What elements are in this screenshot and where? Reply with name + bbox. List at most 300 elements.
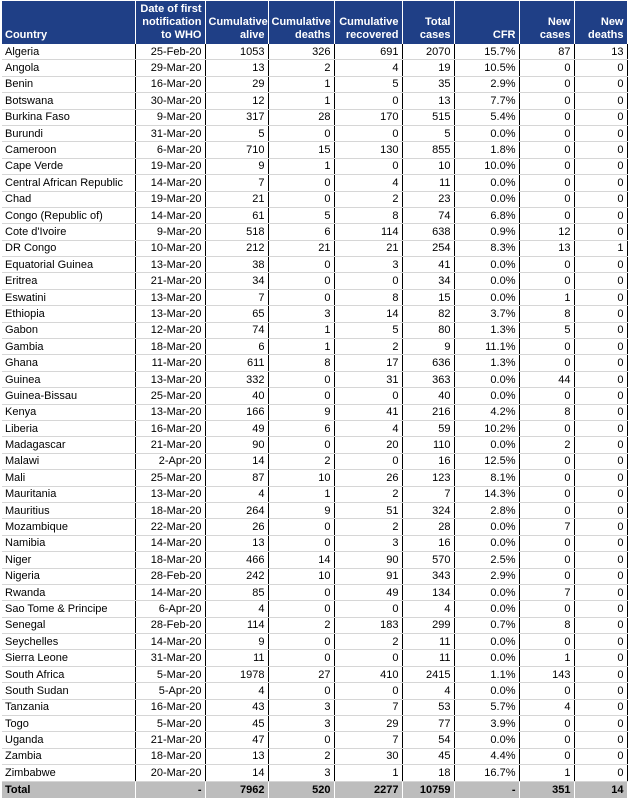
cell-new-cases: 0 [519, 683, 574, 699]
cell-cfr: 0.0% [454, 191, 519, 207]
cell-country: Togo [2, 716, 135, 732]
cell-new-deaths: 0 [574, 388, 627, 404]
cell-cumulative-alive: 212 [205, 240, 268, 256]
cell-cumulative-recovered: 183 [334, 617, 402, 633]
cell-total-cases: 570 [402, 552, 454, 568]
cell-cfr: 14.3% [454, 486, 519, 502]
header-total-cases: Total cases [402, 1, 454, 44]
cell-country: Mauritania [2, 486, 135, 502]
cell-cumulative-alive: 85 [205, 584, 268, 600]
cell-date-first-notification: 19-Mar-20 [135, 158, 205, 174]
cell-new-deaths: 0 [574, 339, 627, 355]
cell-new-cases: 0 [519, 453, 574, 469]
cell-country: Nigeria [2, 568, 135, 584]
cell-new-deaths: 13 [574, 44, 627, 60]
cell-cumulative-deaths: 326 [268, 44, 334, 60]
cell-country: Congo (Republic of) [2, 207, 135, 223]
header-new-cases: New cases [519, 1, 574, 44]
cell-country: Liberia [2, 420, 135, 436]
cell-new-deaths: 0 [574, 617, 627, 633]
cell-cumulative-recovered: 3 [334, 257, 402, 273]
cell-date-first-notification: 16-Mar-20 [135, 420, 205, 436]
table-row [2, 732, 627, 748]
cell-country: Burkina Faso [2, 109, 135, 125]
header-new-deaths: New deaths [574, 1, 627, 44]
cell-new-cases: 0 [519, 158, 574, 174]
header-cfr: CFR [454, 1, 519, 44]
cell-cumulative-alive: 74 [205, 322, 268, 338]
table-row [2, 388, 627, 404]
cell-date-first-notification: 13-Mar-20 [135, 289, 205, 305]
table-row [2, 404, 627, 420]
cell-cumulative-deaths: 10 [268, 568, 334, 584]
cell-cumulative-alive: 43 [205, 699, 268, 715]
cell-country: Eswatini [2, 289, 135, 305]
cell-new-cases: 0 [519, 552, 574, 568]
cell-total-cases: 82 [402, 306, 454, 322]
cell-cfr: 7.7% [454, 93, 519, 109]
cell-total-cases: 2415 [402, 666, 454, 682]
cell-new-deaths: 0 [574, 568, 627, 584]
cell-total-cases: 11 [402, 650, 454, 666]
cell-cumulative-recovered: 0 [334, 453, 402, 469]
cell-total-cases: 855 [402, 142, 454, 158]
cell-cumulative-alive: 40 [205, 388, 268, 404]
cell-total-cases: 15 [402, 289, 454, 305]
cell-cumulative-deaths: 8 [268, 355, 334, 371]
cell-country: Cameroon [2, 142, 135, 158]
cell-cumulative-alive: 14 [205, 453, 268, 469]
cell-new-deaths: 0 [574, 322, 627, 338]
cell-date-first-notification: 31-Mar-20 [135, 650, 205, 666]
cell-country: South Africa [2, 666, 135, 682]
cell-total-cases: 11 [402, 175, 454, 191]
total-new-deaths: 14 [574, 781, 627, 798]
cell-total-cases: 53 [402, 699, 454, 715]
cell-cumulative-alive: 65 [205, 306, 268, 322]
cell-date-first-notification: 16-Mar-20 [135, 699, 205, 715]
header-cumulative-recovered: Cumulative recovered [334, 1, 402, 44]
cell-cumulative-alive: 466 [205, 552, 268, 568]
cell-total-cases: 216 [402, 404, 454, 420]
cell-total-cases: 19 [402, 60, 454, 76]
header-row [2, 1, 627, 44]
cell-new-deaths: 0 [574, 371, 627, 387]
cell-cfr: 0.0% [454, 683, 519, 699]
cell-new-cases: 0 [519, 502, 574, 518]
cell-total-cases: 40 [402, 388, 454, 404]
table-row [2, 666, 627, 682]
cell-cumulative-recovered: 0 [334, 601, 402, 617]
cell-new-deaths: 0 [574, 502, 627, 518]
cell-cumulative-recovered: 29 [334, 716, 402, 732]
cell-date-first-notification: 11-Mar-20 [135, 355, 205, 371]
cell-cumulative-alive: 61 [205, 207, 268, 223]
cell-cumulative-recovered: 30 [334, 748, 402, 764]
cell-new-cases: 87 [519, 44, 574, 60]
cell-cfr: 10.5% [454, 60, 519, 76]
cell-date-first-notification: 18-Mar-20 [135, 748, 205, 764]
cell-cumulative-recovered: 1 [334, 765, 402, 781]
cell-cumulative-recovered: 2 [334, 339, 402, 355]
cell-new-deaths: 0 [574, 650, 627, 666]
cell-total-cases: 638 [402, 224, 454, 240]
cell-date-first-notification: 18-Mar-20 [135, 552, 205, 568]
cell-cumulative-recovered: 14 [334, 306, 402, 322]
cell-cumulative-deaths: 2 [268, 60, 334, 76]
cell-cumulative-alive: 4 [205, 683, 268, 699]
cell-new-cases: 0 [519, 732, 574, 748]
table-row [2, 273, 627, 289]
cell-new-deaths: 0 [574, 76, 627, 92]
cell-new-deaths: 0 [574, 191, 627, 207]
cell-new-cases: 8 [519, 617, 574, 633]
cell-cumulative-alive: 34 [205, 273, 268, 289]
cell-cumulative-recovered: 3 [334, 535, 402, 551]
table-row [2, 650, 627, 666]
cell-cfr: 2.5% [454, 552, 519, 568]
cell-date-first-notification: 2-Apr-20 [135, 453, 205, 469]
cell-total-cases: 80 [402, 322, 454, 338]
cell-country: Senegal [2, 617, 135, 633]
cell-date-first-notification: 13-Mar-20 [135, 404, 205, 420]
cell-date-first-notification: 13-Mar-20 [135, 257, 205, 273]
cell-new-deaths: 0 [574, 60, 627, 76]
cell-date-first-notification: 5-Mar-20 [135, 716, 205, 732]
cell-country: Cote d'Ivoire [2, 224, 135, 240]
cell-cumulative-deaths: 0 [268, 289, 334, 305]
cell-cfr: 15.7% [454, 44, 519, 60]
cell-total-cases: 9 [402, 339, 454, 355]
cell-date-first-notification: 19-Mar-20 [135, 191, 205, 207]
cell-cumulative-alive: 12 [205, 93, 268, 109]
cell-date-first-notification: 14-Mar-20 [135, 175, 205, 191]
total-date: - [135, 781, 205, 798]
cell-country: Burundi [2, 125, 135, 141]
cell-cumulative-recovered: 5 [334, 322, 402, 338]
cell-cumulative-deaths: 0 [268, 650, 334, 666]
cell-cumulative-alive: 317 [205, 109, 268, 125]
cell-total-cases: 123 [402, 470, 454, 486]
cell-new-cases: 44 [519, 371, 574, 387]
covid-africa-table [2, 1, 628, 798]
cell-new-deaths: 0 [574, 142, 627, 158]
cell-cumulative-deaths: 6 [268, 224, 334, 240]
total-label: Total [2, 781, 135, 798]
table-row [2, 257, 627, 273]
cell-total-cases: 254 [402, 240, 454, 256]
cell-cfr: 2.8% [454, 502, 519, 518]
cell-new-deaths: 0 [574, 552, 627, 568]
cell-cumulative-recovered: 4 [334, 175, 402, 191]
cell-new-deaths: 0 [574, 93, 627, 109]
cell-date-first-notification: 31-Mar-20 [135, 125, 205, 141]
cell-cumulative-recovered: 49 [334, 584, 402, 600]
cell-new-cases: 0 [519, 76, 574, 92]
table-row [2, 322, 627, 338]
cell-new-cases: 13 [519, 240, 574, 256]
cell-date-first-notification: 18-Mar-20 [135, 339, 205, 355]
cell-country: Gambia [2, 339, 135, 355]
cell-date-first-notification: 21-Mar-20 [135, 732, 205, 748]
cell-date-first-notification: 22-Mar-20 [135, 519, 205, 535]
cell-cfr: 12.5% [454, 453, 519, 469]
cell-cumulative-alive: 4 [205, 601, 268, 617]
table-row [2, 109, 627, 125]
cell-cumulative-recovered: 4 [334, 420, 402, 436]
cell-cfr: 8.3% [454, 240, 519, 256]
cell-new-cases: 7 [519, 519, 574, 535]
table-row [2, 289, 627, 305]
cell-new-deaths: 0 [574, 125, 627, 141]
cell-cfr: 16.7% [454, 765, 519, 781]
cell-cumulative-deaths: 2 [268, 748, 334, 764]
cell-cfr: 2.9% [454, 568, 519, 584]
cell-date-first-notification: 30-Mar-20 [135, 93, 205, 109]
cell-cumulative-deaths: 1 [268, 486, 334, 502]
total-cfr: - [454, 781, 519, 798]
cell-new-cases: 0 [519, 125, 574, 141]
cell-cumulative-alive: 242 [205, 568, 268, 584]
cell-country: Eritrea [2, 273, 135, 289]
cell-date-first-notification: 10-Mar-20 [135, 240, 205, 256]
table-row [2, 125, 627, 141]
cell-cumulative-deaths: 0 [268, 273, 334, 289]
cell-date-first-notification: 13-Mar-20 [135, 371, 205, 387]
total-new-cases: 351 [519, 781, 574, 798]
table-row [2, 93, 627, 109]
cell-cfr: 1.3% [454, 322, 519, 338]
table-row [2, 240, 627, 256]
cell-new-deaths: 0 [574, 404, 627, 420]
cell-cfr: 0.0% [454, 519, 519, 535]
cell-cumulative-recovered: 170 [334, 109, 402, 125]
cell-total-cases: 18 [402, 765, 454, 781]
cell-new-cases: 0 [519, 420, 574, 436]
cell-date-first-notification: 9-Mar-20 [135, 224, 205, 240]
table-row [2, 617, 627, 633]
cell-cumulative-alive: 6 [205, 339, 268, 355]
cell-new-cases: 0 [519, 175, 574, 191]
cell-country: Malawi [2, 453, 135, 469]
cell-new-cases: 0 [519, 634, 574, 650]
cell-new-cases: 0 [519, 109, 574, 125]
cell-country: Cape Verde [2, 158, 135, 174]
cell-cfr: 1.1% [454, 666, 519, 682]
cell-new-deaths: 0 [574, 207, 627, 223]
cell-cfr: 0.0% [454, 371, 519, 387]
cell-total-cases: 23 [402, 191, 454, 207]
cell-cumulative-deaths: 0 [268, 175, 334, 191]
table-row [2, 207, 627, 223]
cell-cfr: 0.0% [454, 601, 519, 617]
cell-cfr: 0.0% [454, 125, 519, 141]
cell-new-cases: 1 [519, 289, 574, 305]
cell-new-deaths: 0 [574, 634, 627, 650]
cell-cumulative-deaths: 1 [268, 322, 334, 338]
cell-cumulative-deaths: 14 [268, 552, 334, 568]
cell-cumulative-deaths: 3 [268, 716, 334, 732]
cell-new-cases: 0 [519, 207, 574, 223]
cell-country: South Sudan [2, 683, 135, 699]
cell-new-cases: 1 [519, 650, 574, 666]
cell-cumulative-deaths: 0 [268, 388, 334, 404]
table-row [2, 601, 627, 617]
cell-cfr: 0.9% [454, 224, 519, 240]
cell-cfr: 0.0% [454, 535, 519, 551]
cell-new-deaths: 0 [574, 306, 627, 322]
cell-total-cases: 13 [402, 93, 454, 109]
cell-cumulative-recovered: 410 [334, 666, 402, 682]
cell-new-deaths: 0 [574, 535, 627, 551]
cell-cfr: 10.0% [454, 158, 519, 174]
cell-cumulative-alive: 9 [205, 634, 268, 650]
cell-new-deaths: 0 [574, 683, 627, 699]
cell-new-cases: 0 [519, 568, 574, 584]
cell-new-cases: 0 [519, 60, 574, 76]
cell-cumulative-recovered: 0 [334, 125, 402, 141]
table-row [2, 175, 627, 191]
table-row [2, 634, 627, 650]
cell-date-first-notification: 25-Feb-20 [135, 44, 205, 60]
cell-cumulative-deaths: 28 [268, 109, 334, 125]
cell-new-deaths: 0 [574, 748, 627, 764]
cell-new-cases: 0 [519, 257, 574, 273]
table-row [2, 339, 627, 355]
cell-total-cases: 45 [402, 748, 454, 764]
table-row [2, 191, 627, 207]
cell-new-deaths: 0 [574, 584, 627, 600]
cell-country: Chad [2, 191, 135, 207]
table-row [2, 76, 627, 92]
cell-cumulative-deaths: 0 [268, 535, 334, 551]
cell-total-cases: 54 [402, 732, 454, 748]
table-row [2, 224, 627, 240]
cell-date-first-notification: 20-Mar-20 [135, 765, 205, 781]
table-row [2, 60, 627, 76]
cell-cfr: 0.0% [454, 289, 519, 305]
table-row [2, 683, 627, 699]
cell-new-deaths: 0 [574, 453, 627, 469]
cell-new-deaths: 0 [574, 519, 627, 535]
cell-total-cases: 4 [402, 601, 454, 617]
cell-total-cases: 11 [402, 634, 454, 650]
cell-cumulative-alive: 45 [205, 716, 268, 732]
cell-date-first-notification: 5-Mar-20 [135, 666, 205, 682]
cell-country: Mali [2, 470, 135, 486]
cell-cumulative-deaths: 0 [268, 257, 334, 273]
table-footer [2, 781, 627, 798]
cell-new-deaths: 0 [574, 716, 627, 732]
cell-cumulative-alive: 26 [205, 519, 268, 535]
cell-cumulative-deaths: 27 [268, 666, 334, 682]
cell-cfr: 4.2% [454, 404, 519, 420]
cell-country: Ethiopia [2, 306, 135, 322]
cell-cumulative-recovered: 114 [334, 224, 402, 240]
cell-new-deaths: 0 [574, 765, 627, 781]
cell-cumulative-recovered: 2 [334, 634, 402, 650]
cell-new-cases: 0 [519, 355, 574, 371]
cell-country: Ghana [2, 355, 135, 371]
cell-country: Benin [2, 76, 135, 92]
cell-new-deaths: 0 [574, 109, 627, 125]
total-recovered: 2277 [334, 781, 402, 798]
cell-cfr: 5.4% [454, 109, 519, 125]
cell-country: Equatorial Guinea [2, 257, 135, 273]
cell-new-deaths: 0 [574, 420, 627, 436]
cell-new-cases: 0 [519, 601, 574, 617]
cell-cumulative-recovered: 2 [334, 486, 402, 502]
cell-cumulative-alive: 114 [205, 617, 268, 633]
cell-cumulative-deaths: 1 [268, 339, 334, 355]
cell-new-deaths: 0 [574, 224, 627, 240]
cell-date-first-notification: 16-Mar-20 [135, 76, 205, 92]
total-row [2, 781, 627, 798]
cell-new-deaths: 0 [574, 666, 627, 682]
cell-cumulative-recovered: 0 [334, 650, 402, 666]
total-alive: 7962 [205, 781, 268, 798]
cell-country: Gabon [2, 322, 135, 338]
cell-cumulative-alive: 13 [205, 60, 268, 76]
cell-cumulative-alive: 38 [205, 257, 268, 273]
cell-total-cases: 7 [402, 486, 454, 502]
table-row [2, 142, 627, 158]
cell-cumulative-recovered: 90 [334, 552, 402, 568]
table-header [2, 1, 627, 44]
table-row [2, 453, 627, 469]
cell-country: Algeria [2, 44, 135, 60]
cell-cumulative-recovered: 41 [334, 404, 402, 420]
cell-country: DR Congo [2, 240, 135, 256]
cell-new-cases: 8 [519, 306, 574, 322]
cell-new-cases: 2 [519, 437, 574, 453]
cell-cumulative-alive: 47 [205, 732, 268, 748]
table-row [2, 502, 627, 518]
cell-total-cases: 41 [402, 257, 454, 273]
cell-cumulative-deaths: 1 [268, 76, 334, 92]
cell-cfr: 0.0% [454, 634, 519, 650]
cell-cumulative-recovered: 2 [334, 519, 402, 535]
cell-cumulative-alive: 11 [205, 650, 268, 666]
cell-cfr: 0.0% [454, 584, 519, 600]
cell-country: Zimbabwe [2, 765, 135, 781]
cell-new-deaths: 0 [574, 486, 627, 502]
cell-total-cases: 74 [402, 207, 454, 223]
header-date-first-notification: Date of first notification to WHO [135, 1, 205, 44]
cell-cumulative-recovered: 7 [334, 732, 402, 748]
cell-cfr: 6.8% [454, 207, 519, 223]
table-row [2, 699, 627, 715]
cell-cumulative-alive: 90 [205, 437, 268, 453]
cell-cumulative-alive: 7 [205, 175, 268, 191]
cell-date-first-notification: 13-Mar-20 [135, 486, 205, 502]
table-row [2, 44, 627, 60]
cell-date-first-notification: 12-Mar-20 [135, 322, 205, 338]
table-row [2, 306, 627, 322]
cell-date-first-notification: 29-Mar-20 [135, 60, 205, 76]
table-row [2, 535, 627, 551]
cell-cumulative-alive: 4 [205, 486, 268, 502]
cell-country: Uganda [2, 732, 135, 748]
cell-cumulative-recovered: 0 [334, 93, 402, 109]
cell-country: Angola [2, 60, 135, 76]
header-cumulative-deaths: Cumulative deaths [268, 1, 334, 44]
cell-cumulative-alive: 5 [205, 125, 268, 141]
table-row [2, 158, 627, 174]
cell-cumulative-deaths: 0 [268, 732, 334, 748]
cell-country: Central African Republic [2, 175, 135, 191]
cell-new-cases: 0 [519, 142, 574, 158]
